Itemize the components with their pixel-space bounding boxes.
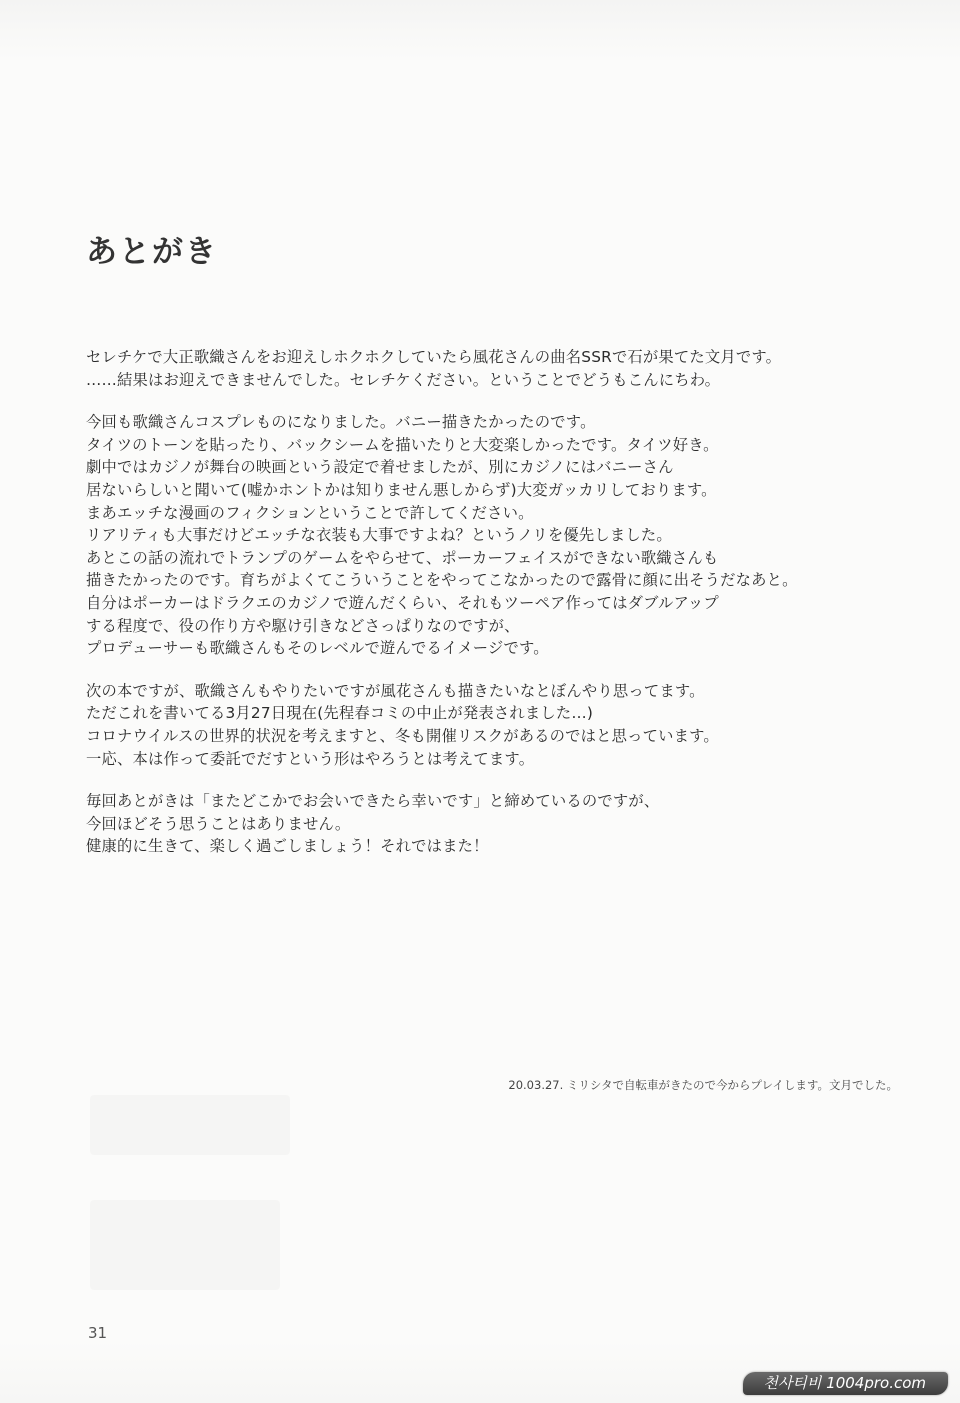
text-line: 居ないらしいと聞いて(嘘かホントかは知りません悪しからず)大変ガッカリしております。 <box>86 480 717 499</box>
text-line: 健康的に生きて、楽しく過ごしましょう！それではまた！ <box>86 837 489 856</box>
text-line: 一応、本は作って委託でだすという形はやろうとは考えてます。 <box>86 749 535 768</box>
text-line: 今回ほどそう思うことはありません。 <box>86 814 351 833</box>
paragraph-2 <box>86 411 916 660</box>
paragraph-4 <box>86 790 916 858</box>
bleed-through-shadow <box>90 1095 290 1155</box>
text-line: あとこの話の流れでトランプのゲームをやらせて、ポーカーフェイスができない歌織さんも <box>86 548 719 567</box>
text-line: 描きたかったのです。育ちがよくてこういうことをやってこなかったので露骨に顔に出そうだなあと。 <box>86 571 798 590</box>
author-signature: 20.03.27. ミリシタで自転車がきたので今からプレイします。文月でした。 <box>508 1078 898 1092</box>
text-line: コロナウイルスの世界的状況を考えますと、冬も開催リスクがあるのではと思っています。 <box>86 726 719 745</box>
text-line: 次の本ですが、歌織さんもやりたいですが風花さんも描きたいなとぼんやり思ってます。 <box>86 681 705 700</box>
text-line: 今回も歌織さんコスプレものになりました。バニー描きたかったのです。 <box>86 413 596 432</box>
text-line: リアリティも大事だけどエッチな衣装も大事ですよね？というノリを優先しました。 <box>86 526 672 545</box>
paragraph-3 <box>86 680 916 770</box>
text-line: ただこれを書いてる3月27日現在(先程春コミの中止が発表されました…) <box>86 704 594 723</box>
text-line: タイツのトーンを貼ったり、バックシームを描いたりと大変楽しかったです。タイツ好き。 <box>86 435 719 454</box>
watermark-banner: 천사티비 1004pro.com <box>743 1372 948 1395</box>
text-line: まあエッチな漫画のフィクションということで許してください。 <box>86 503 534 522</box>
page-title: あとがき <box>86 234 218 270</box>
page-number: 31 <box>88 1324 108 1342</box>
afterword-body <box>86 346 916 878</box>
text-line: プロデューサーも歌織さんもそのレベルで遊んでるイメージです。 <box>86 639 549 658</box>
text-line: セレチケで大正歌織さんをお迎えしホクホクしていたら風花さんの曲名SSRで石が果てた文月です。 <box>86 348 782 366</box>
text-line: する程度で、役の作り方や駆け引きなどさっぱりなのですが、 <box>86 616 520 635</box>
bleed-through-shadow <box>90 1200 280 1290</box>
text-line: 毎回あとがきは「またどこかでお会いできたら幸いです」と締めているのですが、 <box>86 792 660 811</box>
text-line: 自分はポーカーはドラクエのカジノで遊んだくらい、それもツーペア作ってはダブルアップ <box>86 593 719 612</box>
text-line: 劇中ではカジノが舞台の映画という設定で着せましたが、別にカジノにはバニーさん <box>86 458 674 477</box>
text-line: ……結果はお迎えできませんでした。セレチケください。ということでどうもこんにちわ。 <box>86 370 721 389</box>
paragraph-1 <box>86 346 916 391</box>
